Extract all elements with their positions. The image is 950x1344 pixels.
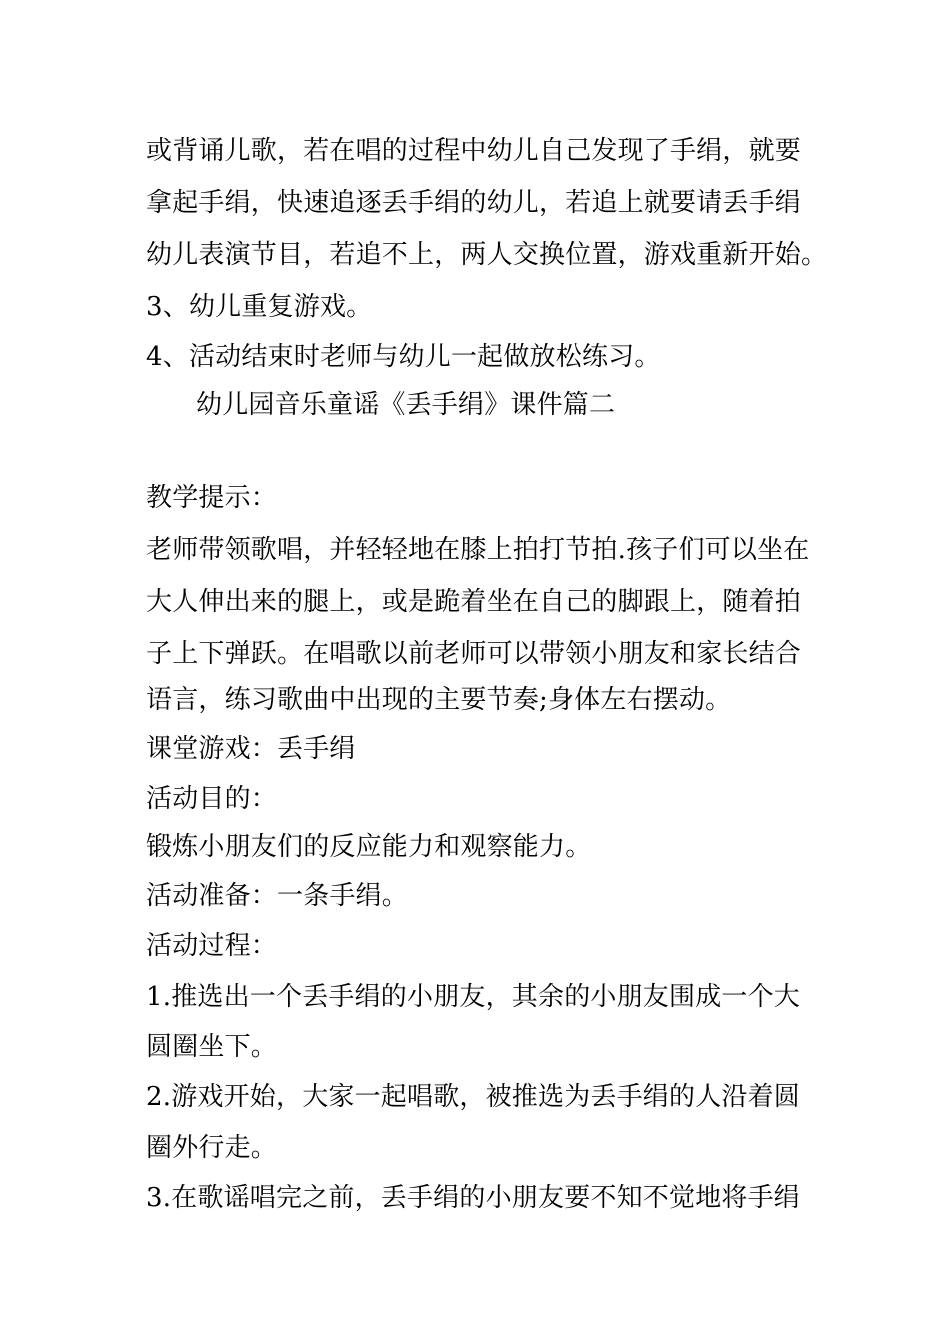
paragraph-line: 语言，练习歌曲中出现的主要节奏;身体左右摆动。: [146, 685, 732, 715]
paragraph-line: 锻炼小朋友们的反应能力和观察能力。: [146, 832, 592, 862]
step-line: 1.推选出一个丢手绢的小朋友，其余的小朋友围成一个大: [146, 982, 801, 1012]
paragraph-line: 拿起手绢，快速追逐丢手绢的幼儿，若追上就要请丢手绢: [146, 188, 802, 218]
step-line-continued: 圈外行走。: [146, 1133, 278, 1163]
paragraph-line: 幼儿表演节目，若追不上，两人交换位置，游戏重新开始。: [146, 240, 828, 270]
paragraph-line: 大人伸出来的腿上，或是跪着坐在自己的脚跟上，随着拍: [146, 587, 802, 617]
label-line: 教学提示：: [146, 483, 278, 513]
label-line: 活动准备：一条手绢。: [146, 881, 409, 911]
paragraph-line: 子上下弹跃。在唱歌以前老师可以带领小朋友和家长结合: [146, 639, 802, 669]
label-line: 活动目的：: [146, 784, 278, 814]
paragraph-line: 或背诵儿歌，若在唱的过程中幼儿自己发现了手绢，就要: [146, 136, 802, 166]
section-heading: 幼儿园音乐童谣《丢手绢》课件篇二: [196, 390, 616, 420]
step-line: 4、活动结束时老师与幼儿一起做放松练习。: [146, 342, 661, 372]
step-line-continued: 圆圈坐下。: [146, 1032, 278, 1062]
step-line: 2.游戏开始，大家一起唱歌，被推选为丢手绢的人沿着圆: [146, 1082, 801, 1112]
label-line: 课堂游戏：丢手绢: [146, 734, 356, 764]
label-line: 活动过程：: [146, 931, 278, 961]
paragraph-line: 老师带领歌唱，并轻轻地在膝上拍打节拍.孩子们可以坐在: [146, 535, 810, 565]
step-line: 3、幼儿重复游戏。: [146, 292, 373, 322]
step-line: 3.在歌谣唱完之前，丢手绢的小朋友要不知不觉地将手绢: [146, 1183, 801, 1213]
